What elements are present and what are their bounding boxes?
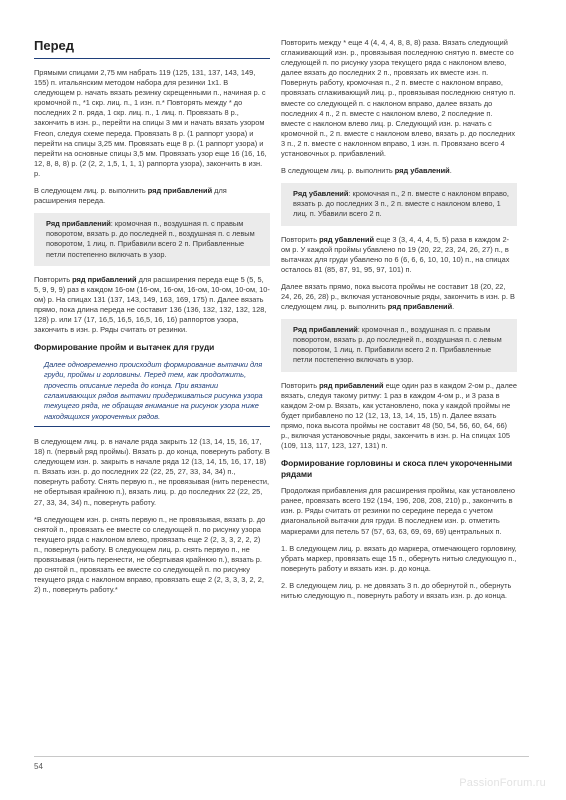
bold-term: ряд убавлений <box>394 166 450 176</box>
paragraph-decrease-intro <box>281 166 517 176</box>
box-text: : кромочная п., 2 п. вместе с наклоном вправо, вязать р. до последних 3 п., 2 п. вместе с наклоном влево, 1 лиц. п. Убавили всего 2 п. <box>293 189 509 219</box>
site-watermark: PassionForum.ru <box>459 777 546 789</box>
text-run: еще один раз в каждом 2-ом р., далее вязать, следуя такому ритму: 1 раз в каждом 4-ом р., и 3 раза в каждом 2-ом р. Вязать, как установлено, пока у каждой проймы не будет прибавлено по 12 (12, 13, 13, 14, 15, 15) п. Далее вязать прямо, пока высота проймы не составит 48 (50, 54, 56, 60, 64, 66) р., включая установочные ряды, закончить в изн. р. На спицах 105 (109, 113, 117, 123, 127, 131) п. <box>281 380 517 451</box>
box-text: : кромочная п., воздушная п. с правым поворотом, вязать р. до последней п., воздушная п. с левым поворотом, 1 лиц. п. Прибавили всего 2 п. Прибавленные петли постепенно включать в узор. <box>293 325 502 365</box>
box-label: Ряд убавлений <box>293 189 349 199</box>
paragraph-short-rows: *В следующем изн. р. снять первую п., не провязывая, вязать р. до снятой п., провязать ее вместе со следующей п. по рисунку узора текущего ряда с наклоном влево, провязать еще 2 (2, 3, 3, 2, 2, 2) п., повернуть работу. В следующем лиц. р. снять первую п., не провязывая (нить перенести, не обертывая крайнюю п.), вязать р. до снятой п., провязать ее вместе со следующей п. по рисунку текущего ряда с наклоном вправо, провязать еще 2 (2, 3, 3, 3, 2, 2, 2) п., повернуть работу.* <box>34 514 266 595</box>
bold-term: ряд прибавлений <box>72 274 137 284</box>
paragraph-cast-on: Прямыми спицами 2,75 мм набрать 119 (125, 131, 137, 143, 149, 155) п. итальянским методом набора для резинки 1х1. В следующем р. начать вязать резинку скрещенными п., начиная р. с кромочной п., *1 скр. лиц. п., 1 изн. п.* Повторять между * до последних 2 п. ряда, 1 скр. лиц. п., 1 лиц. п. Провязать 8 р., закончить в изн. р., перейти на спицы 3 мм и начать вязать узором Freon, следуя схеме переда. Провязать 8 р. (1 раппорт узора) и перейти на спицы 3,25 мм. Провязать еще 8 р. (1 раппорт узора) и перейти на основные спицы 3,5 мм. Провязать узор еще 16 (16, 16, 12, 8, 8, 8) р. (2 (2, 2, 1,5, 1, 1, 1) раппорта узора), закончить в изн. р. <box>34 68 267 178</box>
paragraph-repeat-increase-2 <box>281 381 517 452</box>
bold-term: ряд прибавлений <box>387 302 453 312</box>
decrease-row-box <box>281 183 517 225</box>
bold-term: ряд прибавлений <box>319 380 384 390</box>
subsection-title-neckline: Формирование горловины и скоса плеч укороченными рядами <box>281 458 513 480</box>
right-column <box>281 38 517 608</box>
paragraph-step-2: 2. В следующем лиц. р. не довязать 3 п. до обернутой п., обернуть нитью следующую п., повернуть работу и вязать изн. р. до конца. <box>281 580 512 601</box>
footer-divider <box>34 756 529 757</box>
text-run: . <box>452 302 455 312</box>
paragraph-repeat-decrease <box>281 235 517 275</box>
paragraph-straight-knit <box>281 282 517 312</box>
text-run: Повторить <box>281 380 320 390</box>
text-run: для расширения переда. <box>34 186 227 206</box>
text-run: В следующем лиц. р. выполнить <box>34 186 148 196</box>
box-label: Ряд прибавлений <box>46 219 111 229</box>
paragraph-repeat-increase <box>34 275 270 336</box>
bold-term: ряд прибавлений <box>147 186 213 196</box>
box-text: : кромочная п., воздушная п. с правым поворотом, вязать р. до последней п., воздушная п. с левым поворотом, 1 лиц. п. Прибавили всего 2 п. Прибавленные петли постепенно включать в узор. <box>46 219 255 259</box>
bold-term: ряд убавлений <box>319 234 375 244</box>
text-run: Повторить <box>34 274 73 284</box>
paragraph-step-1: 1. В следующем лиц. р. вязать до маркера, отмечающего горловину, убрать маркер, провязать еще 15 п., обернуть нитью следующую п., повернуть работу и вязать изн. р. до конца. <box>281 543 517 573</box>
text-run: еще 3 (3, 4, 4, 4, 5, 5) раза в каждом 2-ом р. У каждой проймы убавлено по 19 (20, 22, 23, 24, 26, 27) п., в вытачках для груди убавлено по 6 (6, 6, 6, 10, 10, 10) п., на спицах осталось 81 (85, 87, 91, 95, 97, 101) п. <box>281 234 510 274</box>
text-run: Повторить <box>281 234 320 244</box>
text-run: В следующем лиц. р. выполнить <box>281 166 395 176</box>
text-run: . <box>449 166 452 176</box>
increase-row-box-2 <box>281 319 517 371</box>
paragraph-repeat-short-rows: Повторить между * еще 4 (4, 4, 4, 8, 8, 8) раза. Вязать следующий сглаживающий изн. р., провязывая последнюю снятую п. вместе со следующей п. по рисунку узора текущего ряда с наклоном влево, далее вязать до последних 2 п., провязать их вместе изн. п. Повернуть работу, кромочная п., 2 п. вместе с наклоном вправо, провязать сглаживающий лиц. р., провязывая последнюю снятую п. вместе со следующей п. с наклоном вправо, далее вязать до последних 4 п., 2 п. вместе с наклоном влево, 2 последние п. вместе с наклоном влево лиц. р. Следующий изн. р. начать с кромочной п., 2 п. вместе с наклоном влево, вязать р. до последних 3 п., 2 п. вместе с наклонном вправо, 1 изн. п. Провязано всего 4 установочных р. прибавлений. <box>281 38 516 159</box>
text-run: для расширения переда еще 5 (5, 5, 5, 9, 9, 9) раз в каждом 16-ом (16-ом, 16-ом, 16-ом, 10-ом, 10-ом, 10-ом) р. На спицах 131 (137, 143, 149, 163, 169, 175) п. Далее вязать прямо, пока длина переда не составит 136 (136, 132, 132, 132, 128, 128) р. или 17 (17, 16,5, 16,5, 16,5, 16, 16) раппортов узора, закончить в изн. р. Ряды считать от резинки. <box>34 274 270 335</box>
notice-italic: Далее одновременно происходит формирование вытачки для груди, проймы и горловины. Перед тем, как продолжить, прочесть описание переда до конца. При вязании сглаживающих рядов вытачки придерживаться рисунка узора текущего ряда, не обращая внимание на рисунок узора ниже находящихся укороченных рядов. <box>34 359 270 427</box>
left-column <box>34 38 270 602</box>
box-label: Ряд прибавлений <box>293 325 358 335</box>
paragraph-increase-intro <box>34 186 270 206</box>
subsection-title-armholes: Формирование пройм и вытачек для груди <box>34 342 215 353</box>
section-title: Перед <box>34 38 270 59</box>
page-number: 54 <box>34 762 43 771</box>
increase-row-box <box>34 213 270 265</box>
paragraph-armhole-start: В следующем лиц. р. в начале ряда закрыть 12 (13, 14, 15, 16, 17, 18) п. (первый ряд проймы). Вязать р. до конца, повернуть работу. В следующем изн. р. закрыть в начале ряда 12 (13, 14, 15, 16, 17, 18) п. Вязать изн. р. до последних 22 (22, 25, 27, 33, 34, 34) п., повернуть работу. Снять первую п., не провязывая (нить перенести, не обертывая крайнюю п.), вязать лиц. р. до последних 22 (22, 25, 27, 33, 34, 34) п., повернуть работу. <box>34 436 270 507</box>
paragraph-neckline: Продолжая прибавления для расширения проймы, как установлено ранее, провязать всего 192 (194, 196, 208, 208, 210) р., закончить в изн. р. Ряды считать от резинки по середине переда с учетом диагональной вытачки для груди. В последнем изн. р. отметить маркерами для петель 57 (57, 63, 63, 69, 69, 69) центральных п. <box>281 486 515 536</box>
text-run: Далее вязать прямо, пока высота проймы не составит 18 (20, 22, 24, 26, 26, 28) р., включая установочные ряды, закончить в изн. р. В следующем лиц. р. выполнить <box>281 281 515 312</box>
